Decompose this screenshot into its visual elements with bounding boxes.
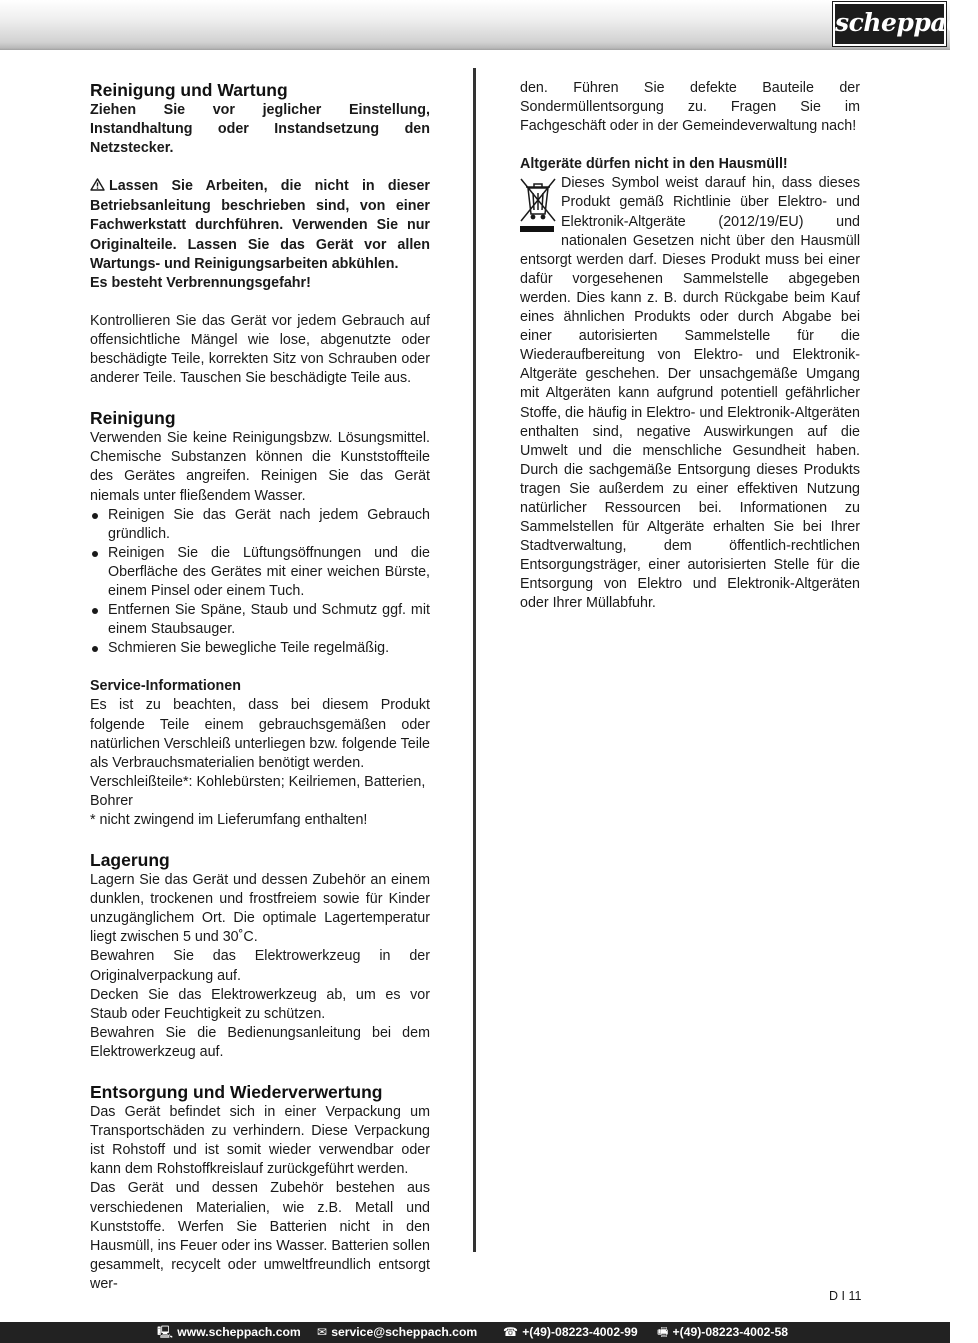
storage-paragraph-2: Bewahren Sie das Elektrowerkzeug in der Originalverpackung auf. (90, 948, 430, 984)
heading-cleaning: Reinigung (90, 408, 176, 429)
wear-parts: Verschleißteile*: Kohlebürsten; Keilriemen, Batterien, Bohrer (90, 773, 426, 809)
list-item-text: Reinigen Sie das Gerät nach jedem Gebrauch gründlich. (108, 506, 430, 542)
cleaning-paragraph: Verwenden Sie keine Reinigungsbzw. Lösungsmittel. Chemische Substanzen können die Kunststoffteile des Gerätes angreifen. Reinigen Sie das Gerät niemals unter fließendem Wasser. (90, 430, 430, 504)
list-item (90, 639, 430, 658)
page-number: D I 11 (829, 1289, 862, 1303)
heading-storage: Lagerung (90, 850, 170, 871)
warning-paragraph (90, 177, 430, 273)
footer-fax-text: +(49)-08223-4002-58 (672, 1325, 789, 1339)
right-column (520, 79, 860, 614)
cleaning-list (90, 506, 430, 659)
fax-icon: 🖷 (657, 1325, 669, 1339)
list-item (90, 601, 430, 639)
footer-phone[interactable] (503, 1322, 638, 1343)
bullet-icon (92, 513, 98, 519)
disposal-paragraph-1: Das Gerät befindet sich in einer Verpackung um Transportschäden zu verhindern. Diese Verpackung ist Rohstoff und ist somit wieder verwendbar oder kann dem Rohstoffkreislauf zurückgeführt werden. (90, 1104, 430, 1178)
footer-fax[interactable] (657, 1322, 788, 1343)
computer-icon: 🖳 (157, 1325, 174, 1339)
column-divider (473, 68, 476, 1252)
mail-icon: ✉ (317, 1325, 328, 1339)
footer-website-text: www.scheppach.com (177, 1325, 301, 1339)
scheppach-logo: scheppach (833, 2, 946, 46)
list-item (90, 506, 430, 544)
footer-phone-text: +(49)-08223-4002-99 (522, 1325, 638, 1339)
heading-disposal: Entsorgung und Wiederverwertung (90, 1082, 383, 1103)
bullet-icon (92, 608, 98, 614)
warning-burn: Es besteht Verbrennungsgefahr! (90, 274, 311, 291)
header-band (0, 0, 950, 50)
check-paragraph: Kontrollieren Sie das Gerät vor jedem Gebrauch auf offensichtliche Mängel wie lose, abgenutzte oder beschädigte Teile, korrekten Sitz von Schrauben oder anderer Teile. Tauschen Sie beschädigte Teile aus. (90, 312, 430, 387)
footer-bar (0, 1322, 950, 1343)
continued-paragraph: den. Führen Sie defekte Bauteile der Sondermüllentsorgung zu. Fragen Sie im Fachgeschäft oder in der Gemeindeverwaltung nach! (520, 80, 860, 135)
storage-paragraph-4: Bewahren Sie die Bedienungsanleitung bei dem Elektrowerkzeug auf. (90, 1024, 430, 1060)
left-column (90, 79, 430, 1294)
list-item-text: Schmieren Sie bewegliche Teile regelmäßig. (108, 640, 390, 657)
weee-block (520, 174, 860, 613)
maintenance-intro: Ziehen Sie vor jeglicher Einstellung, Instandhaltung oder Instandsetzung den Netzstecker. (90, 102, 430, 157)
heading-service: Service-Informationen (90, 678, 241, 695)
list-item-text: Entfernen Sie Späne, Staub und Schmutz ggf. mit einem Staubsauger. (108, 602, 430, 638)
bullet-icon (92, 551, 98, 557)
weee-bar (520, 226, 554, 232)
heading-old-devices: Altgeräte dürfen nicht in den Hausmüll! (520, 156, 788, 173)
bullet-icon (92, 646, 98, 652)
warning-text: Lassen Sie Arbeiten, die nicht in dieser Betriebsanleitung beschrieben sind, von einer Fachwerkstatt durchführen. Verwenden Sie nur Originalteile. Lassen Sie das Gerät vor allen Wartungs- und Reinigungsarbeiten abkühlen. (90, 178, 430, 272)
footer-email-text: service@scheppach.com (331, 1325, 478, 1339)
heading-maintenance: Reinigung und Wartung (90, 80, 288, 100)
crossed-bin-icon (519, 176, 559, 236)
footer-email[interactable] (317, 1322, 477, 1343)
wear-note: * nicht zwingend im Lieferumfang enthalten! (90, 812, 368, 828)
storage-paragraph-3: Decken Sie das Elektrowerkzeug ab, um es vor Staub oder Feuchtigkeit zu schützen. (90, 986, 430, 1022)
warning-triangle-icon (90, 178, 105, 197)
storage-paragraph-1: Lagern Sie das Gerät und dessen Zubehör an einem dunklen, trockenen und frostfreiem sowie für Kinder unzugänglichem Ort. Die optimale Lagertemperatur liegt zwischen 5 und 30˚C. (90, 872, 430, 946)
service-paragraph: Es ist zu beachten, dass bei diesem Produkt folgende Teile einem gebrauchsgemäßen oder natürlichen Verschleiß unterliegen bzw. folgende Teile als Verbrauchsmaterialien benötigt werden. (90, 697, 430, 771)
phone-icon: ☎ (503, 1325, 519, 1339)
footer-website[interactable] (157, 1322, 301, 1343)
list-item-text: Reinigen Sie die Lüftungsöffnungen und die Oberfläche des Gerätes mit einer weichen Bürste, einem Pinsel oder einem Tuch. (108, 544, 430, 599)
list-item (90, 544, 430, 601)
disposal-paragraph-2: Das Gerät und dessen Zubehör bestehen aus verschiedenen Materialien, wie z.B. Metall und Kunststoffe. Werfen Sie Batterien nicht in den Hausmüll, ins Feuer oder ins Wasser. Batterien sollen gesammelt, recycelt oder umweltfreundlich entsorgt wer- (90, 1180, 430, 1292)
weee-paragraph: Dieses Symbol weist darauf hin, dass dieses Produkt gemäß Richtlinie über Elektro- und Elektronik-Altgeräte (2012/19/EU) und nationalen Gesetzen nicht über den Hausmüll entsorgt werden darf. Dieses Produkt muss bei einer dafür vorgesehenen Sammelstelle abgegeben werden. Dies kann z. B. durch Rückgabe beim Kauf eines ähnlichen Produkts oder durch Abgabe bei einer autorisierten Sammelstelle für die Wiederaufbereitung von Elektro- und Elektronik- Altgeräte geschehen. Der unsachgemäße Umgang mit Altgeräten kann aufgrund potentiell gefährlicher Stoffe, die häufig in Elektro- und Elektronik-Altgeräten enthalten sind, negative Auswirkungen auf die Umwelt und die menschliche Gesundheit haben. Durch die sachgemäße Entsorgung dieses Produkts tragen Sie außerdem zu einer effektiven Nutzung natürlicher Ressourcen bei. Informationen zu Sammelstellen für Altgeräte erhalten Sie bei Ihrer Stadtverwaltung, dem öffentlich-rechtlichen Entsorgungsträger, einer autorisierten Stelle für die Entsorgung von Elektro und Elektronik-Altgeräten oder Ihrer Müllabfuhr. (520, 175, 860, 612)
